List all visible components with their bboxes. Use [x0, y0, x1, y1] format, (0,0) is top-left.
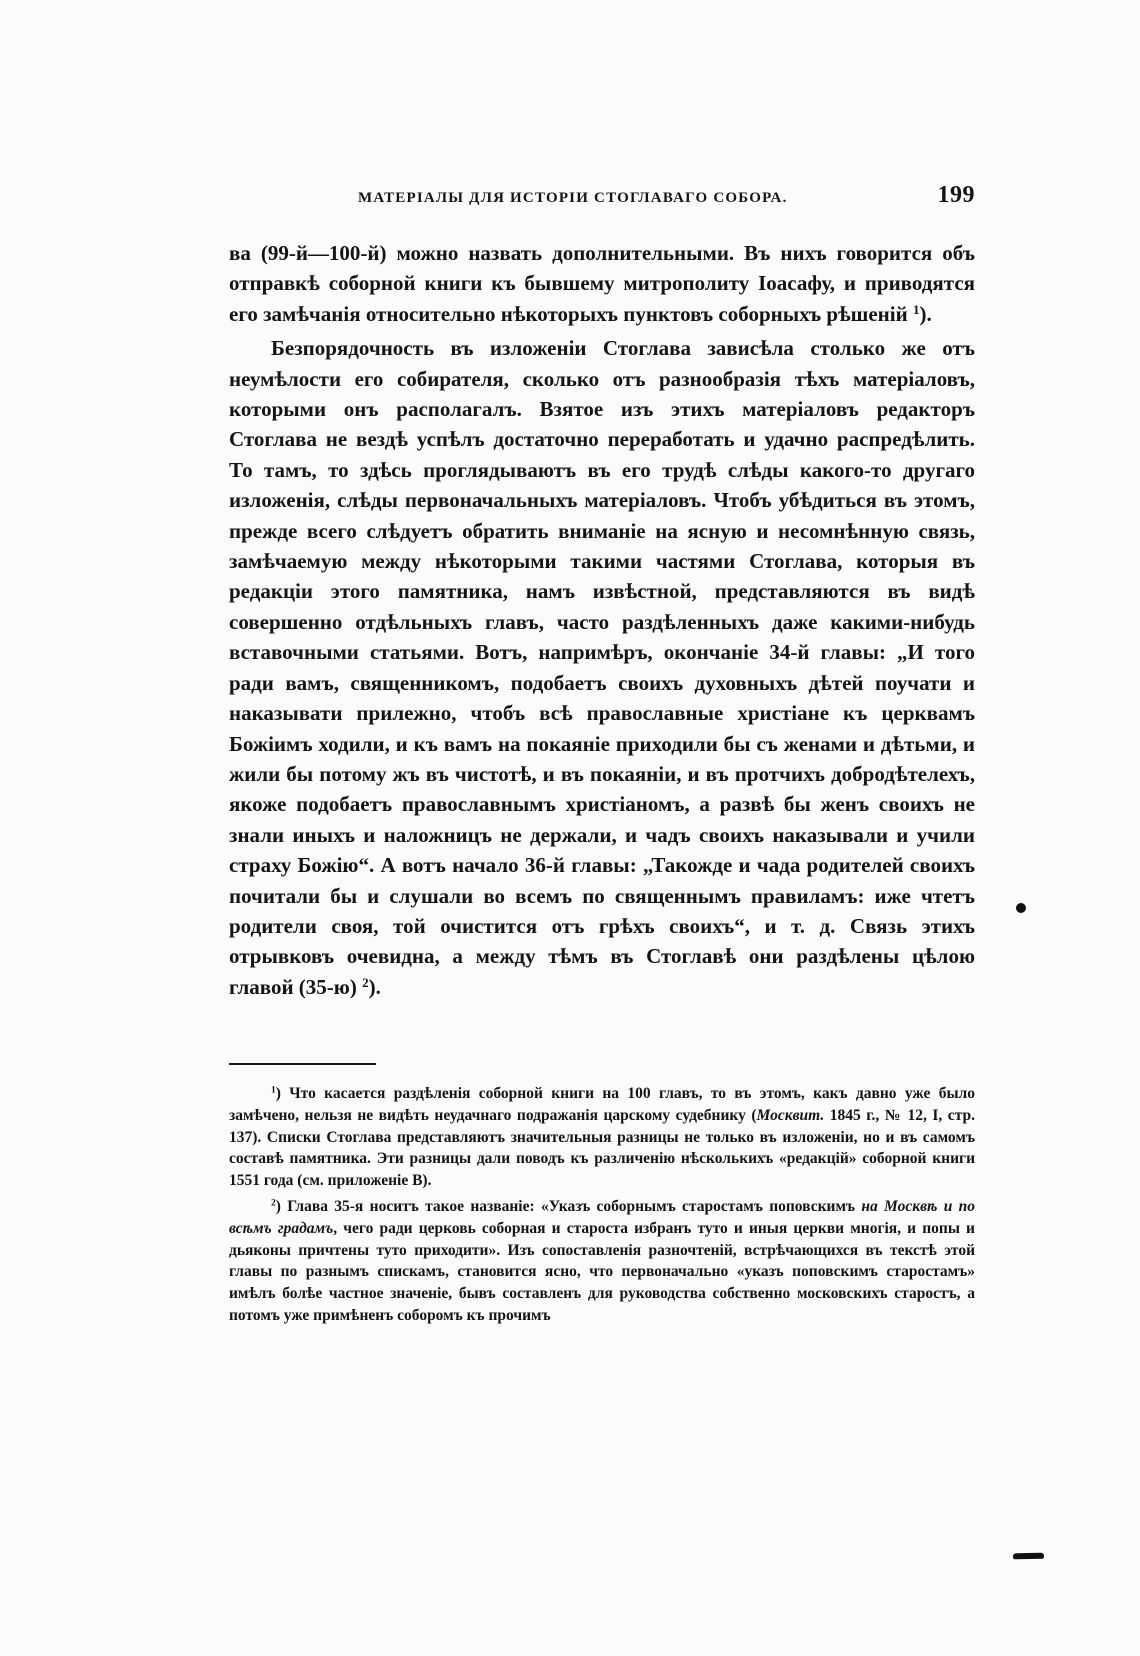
footnote-1 [229, 1083, 975, 1192]
footnote-2-text-end: , чего ради церковь соборная и староста избранъ туто и иныя церкви многія, и попы и дьяконы причтены туто приходити». Изъ сопоставленія разночтеній, встрѣчающихся въ текстѣ этой главы по разнымъ спискамъ, становится ясно, что первоначально «указъ поповскимъ старостамъ» имѣлъ болѣе частное значеніе, бывъ составленъ для руководства собственно московскихъ старостъ, а потомъ уже примѣненъ соборомъ къ прочимъ [229, 1219, 975, 1324]
footnote-1-text-end: 1845 г., № 12, I, стр. 137). Списки Стоглава представляютъ значительныя разницы не только въ изложеніи, но и въ самомъ составѣ памятника. Эти разницы дали поводъ къ различенію нѣсколькихъ «редакцій» соборной книги 1551 года (см. приложеніе В). [229, 1106, 975, 1190]
footnote-2-text-start: ) Глава 35-я носитъ такое названіе: «Указъ соборнымъ старостамъ поповскимъ [275, 1197, 862, 1215]
paragraph-2-closing: ). [368, 974, 381, 999]
running-title: МАТЕРІАЛЫ ДЛЯ ИСТОРІИ СТОГЛАВАГО СОБОРА. [358, 190, 788, 206]
running-header [358, 182, 975, 214]
footnotes [229, 1083, 975, 1327]
paragraph-2 [229, 333, 975, 1002]
scan-edge-mark [1013, 1553, 1044, 1560]
page-number: 199 [937, 182, 975, 208]
paragraph-2-text: Безпорядочность въ изложеніи Стоглава зависѣла столько же отъ неумѣлости его собирателя, сколько отъ разнообразія тѣхъ матеріаловъ, которыми онъ располагалъ. Взятое изъ этихъ матеріаловъ редакторъ Стоглава не вездѣ успѣлъ достаточно переработать и удачно распредѣлить. То тамъ, то здѣсь проглядываютъ въ его трудѣ слѣды какого-то другаго изложенія, слѣды первоначальныхъ матеріаловъ. Чтобъ убѣдиться въ этомъ, прежде всего слѣдуетъ обратить вниманіе на ясную и несомнѣнную связь, замѣчаемую между нѣкоторыми такими частями Стоглава, которыя въ редакціи этого памятника, намъ извѣстной, представляются въ видѣ совершенно отдѣльныхъ главъ, часто раздѣленныхъ даже какими-нибудь вставочными статьями. Вотъ, напримѣръ, окончаніе 34-й главы: „И того ради вамъ, священникомъ, подобаетъ своихъ духовныхъ дѣтей поучати и наказывати прилежно, чтобъ всѣ православные христіане къ церквамъ Божіимъ ходили, и къ вамъ на покаяніе приходили бы съ женами и дѣтьми, и жили бы потому жъ въ чистотѣ, и въ покаяніи, и въ протчихъ добродѣтелехъ, якоже подобаетъ православнымъ христіаномъ, а развѣ бы женъ своихъ не знали иныхъ и наложницъ не держали, и чадъ своихъ наказывали и учили страху Божію“. А вотъ начало 36-й главы: „Такожде и чада родителей своихъ почитали бы и слушали во всемъ по священнымъ правиламъ: иже чтетъ родители своя, той очистится отъ грѣхъ своихъ“, и т. д. Связь этихъ отрывковъ очевидна, а между тѣмъ въ Стоглавѣ они раздѣлены цѣлою главой (35-ю) [229, 336, 975, 999]
footnote-2-marker: 2 [271, 1197, 276, 1209]
footnote-1-text-start: ) Что касается раздѣленія соборной книги на 100 главъ, то въ этомъ, какъ давно уже было замѣчено, нельзя не видѣть неудачнаго подражанія царскому судебнику ( [229, 1085, 975, 1124]
footnote-ref-2: 2 [362, 974, 369, 990]
paragraph-1-text: ва (99-й—100-й) можно назвать дополнительными. Въ нихъ говорится объ отправкѣ соборной книги къ бывшему митрополиту Іоасафу, и приводятся его замѣчанія относительно нѣкоторыхъ пунктовъ соборныхъ рѣшеній [229, 241, 975, 326]
footnote-2-italic: на Москвѣ и по всѣмъ градамъ [229, 1197, 975, 1237]
footnote-ref-1: 1 [912, 301, 920, 317]
margin-dot-mark [1016, 903, 1026, 913]
paragraph-1 [229, 238, 975, 329]
footnote-divider [229, 1063, 376, 1065]
paragraph-1-closing: ). [919, 301, 932, 326]
footnote-1-marker: 1 [271, 1084, 276, 1096]
footnote-2 [229, 1196, 975, 1327]
main-text [229, 238, 975, 1002]
footnote-1-italic: Москвит. [756, 1106, 825, 1124]
